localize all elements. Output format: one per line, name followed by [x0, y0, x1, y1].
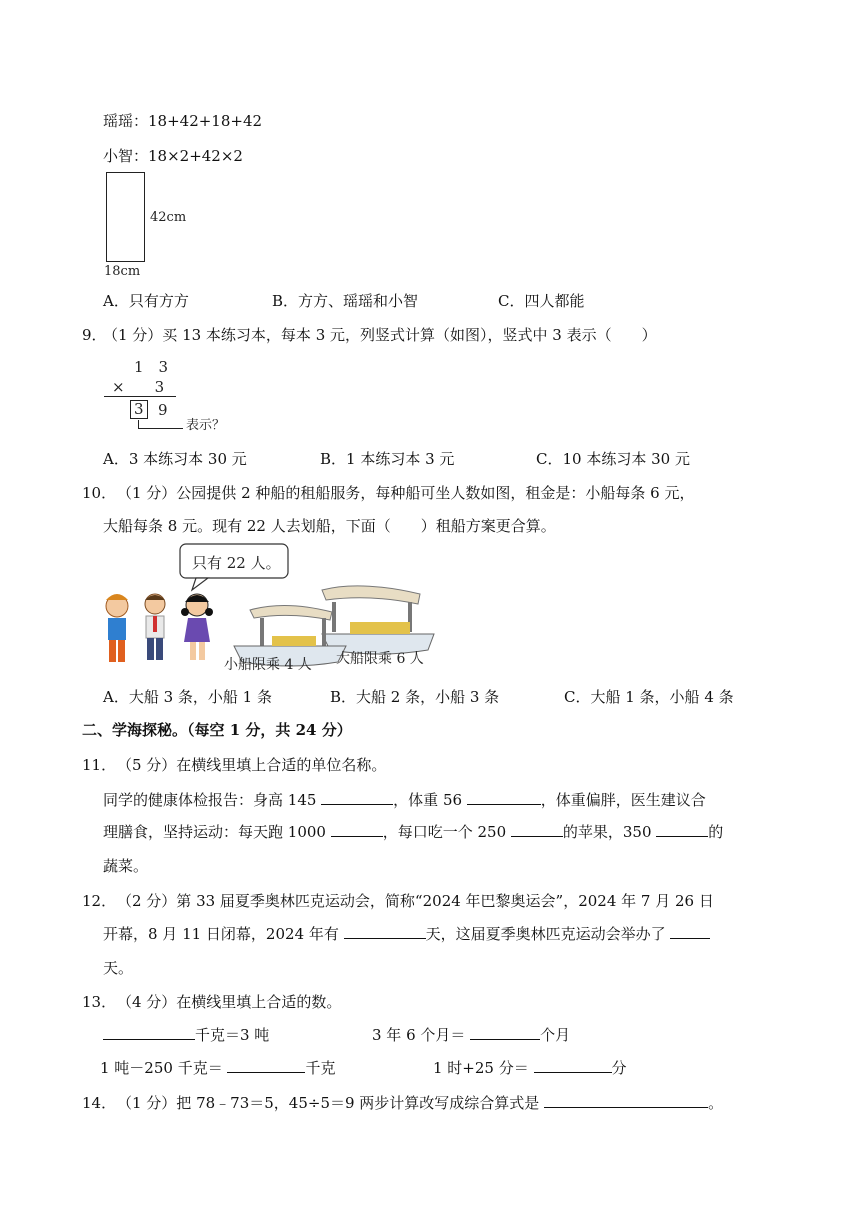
q13-c-text: 1 吨－250 千克＝	[100, 1059, 228, 1077]
section-2-title: 二、学海探秘。（每空 1 分，共 24 分）	[82, 721, 352, 739]
q12-number: 12．	[82, 892, 117, 910]
q9-option-a: A．3 本练习本 30 元	[103, 450, 247, 468]
q13-item-d	[433, 1057, 627, 1078]
q8-option-c: C．四人都能	[498, 292, 585, 310]
q9-vertical-calc-figure	[100, 354, 240, 434]
callout-line	[138, 420, 183, 429]
q11-stem: （5 分）在横线里填上合适的单位名称。	[117, 756, 387, 774]
speech-bubble-text: 只有 22 人。	[192, 554, 281, 572]
q11-line1-c: ，体重偏胖，医生建议合	[540, 791, 706, 809]
calc-top-number: 1 3	[134, 358, 169, 376]
q11-line2-d: 的	[708, 823, 724, 841]
blank-combined-expression[interactable]	[544, 1092, 708, 1108]
q12-line3: 天。	[103, 959, 134, 977]
q9-number: 9．	[82, 326, 107, 344]
blank-vegetable-unit[interactable]	[656, 821, 708, 837]
q11-line1-a: 同学的健康体检报告：身高 145	[103, 791, 322, 809]
blank-olympic-days[interactable]	[670, 923, 710, 939]
q13-c-unit: 千克	[305, 1059, 336, 1077]
q13-number: 13．	[82, 993, 117, 1011]
q14-number: 14．	[82, 1094, 117, 1112]
q12-line1: （2 分）第 33 届夏季奥林匹克运动会，简称“2024 年巴黎奥运会”，2024 年 7 月 26 日	[117, 892, 714, 910]
q8-yaoyao: 瑶瑶：18+42+18+42	[103, 112, 263, 130]
rectangle-shape	[106, 172, 145, 262]
q11-line2-a: 理膳食，坚持运动：每天跑 1000	[103, 823, 331, 841]
q13-b-unit: 个月	[540, 1026, 571, 1044]
q12-line2-b: 天，这届夏季奥林匹克运动会举办了	[425, 925, 671, 943]
q10-option-a: A．大船 3 条，小船 1 条	[103, 688, 272, 706]
blank-months[interactable]	[470, 1024, 540, 1040]
q13-item-b	[372, 1024, 570, 1045]
q10-stem-line1: （1 分）公园提供 2 种船的租船服务，每种船可坐人数如图，租金是：小船每条 6 元，	[117, 484, 695, 502]
calc-underline	[104, 396, 176, 397]
callout-text: 表示？	[186, 418, 226, 433]
blank-kg-to-ton[interactable]	[103, 1024, 195, 1040]
q14-stem: （1 分）把 78﹣73＝5，45÷5＝9 两步计算改写成综合算式是	[117, 1094, 545, 1112]
width-label: 18cm	[104, 264, 141, 279]
q8-rectangle-figure	[100, 170, 190, 280]
q12-line2	[103, 923, 710, 944]
q11-line1	[103, 789, 706, 810]
q11-line2-b: ，每口吃一个 250	[382, 823, 511, 841]
q10-stem-line2: 大船每条 8 元。现有 22 人去划船，下面（ ）租船方案更合算。	[103, 517, 556, 535]
q9-option-b: B．1 本练习本 3 元	[320, 450, 455, 468]
q9-stem: （1 分）买 13 本练习本，每本 3 元，列竖式计算（如图），竖式中 3 表示（ ）	[103, 326, 657, 344]
q8-option-a: A．只有方方	[103, 292, 189, 310]
blank-height-unit[interactable]	[321, 789, 393, 805]
q8-option-b: B．方方、瑶瑶和小智	[272, 292, 419, 310]
q10-option-c: C．大船 1 条，小船 4 条	[564, 688, 734, 706]
q13-stem: （4 分）在横线里填上合适的数。	[117, 993, 342, 1011]
big-boat-label: 大船限乘 6 人	[336, 651, 424, 667]
q10-boat-figure	[100, 542, 440, 676]
height-label: 42cm	[150, 210, 187, 225]
calc-result-boxed-digit: 3	[130, 400, 148, 419]
blank-weight-unit[interactable]	[467, 789, 541, 805]
q11-line1-b: ，体重 56	[393, 791, 467, 809]
q11-line3: 蔬菜。	[103, 857, 149, 875]
q13-d-unit: 分	[611, 1059, 627, 1077]
blank-days-in-year[interactable]	[344, 923, 426, 939]
q13-b-text: 3 年 6 个月＝	[372, 1026, 471, 1044]
q14-line	[117, 1092, 723, 1113]
blank-kg-remaining[interactable]	[227, 1057, 305, 1073]
q13-item-c	[100, 1057, 336, 1078]
q11-line2-c: 的苹果，350	[562, 823, 657, 841]
blank-minutes[interactable]	[534, 1057, 612, 1073]
small-boat-label: 小船限乘 4 人	[224, 657, 312, 673]
q9-option-c: C．10 本练习本 30 元	[536, 450, 690, 468]
blank-run-unit[interactable]	[331, 821, 383, 837]
q8-xiaozhi: 小智：18×2+42×2	[103, 147, 243, 165]
q14-end: 。	[708, 1094, 724, 1112]
q11-number: 11．	[82, 756, 117, 774]
q10-number: 10．	[82, 484, 117, 502]
q11-line2	[103, 821, 723, 842]
calc-multiplier: × 3	[112, 378, 165, 396]
q13-item-a	[103, 1024, 269, 1045]
calc-result-digit: 9	[158, 401, 168, 419]
blank-apple-unit[interactable]	[511, 821, 563, 837]
q13-a-text: 千克＝3 吨	[195, 1026, 270, 1044]
q10-option-b: B．大船 2 条，小船 3 条	[330, 688, 500, 706]
q13-d-text: 1 时+25 分＝	[433, 1059, 534, 1077]
q12-line2-a: 开幕，8 月 11 日闭幕，2024 年有	[103, 925, 344, 943]
